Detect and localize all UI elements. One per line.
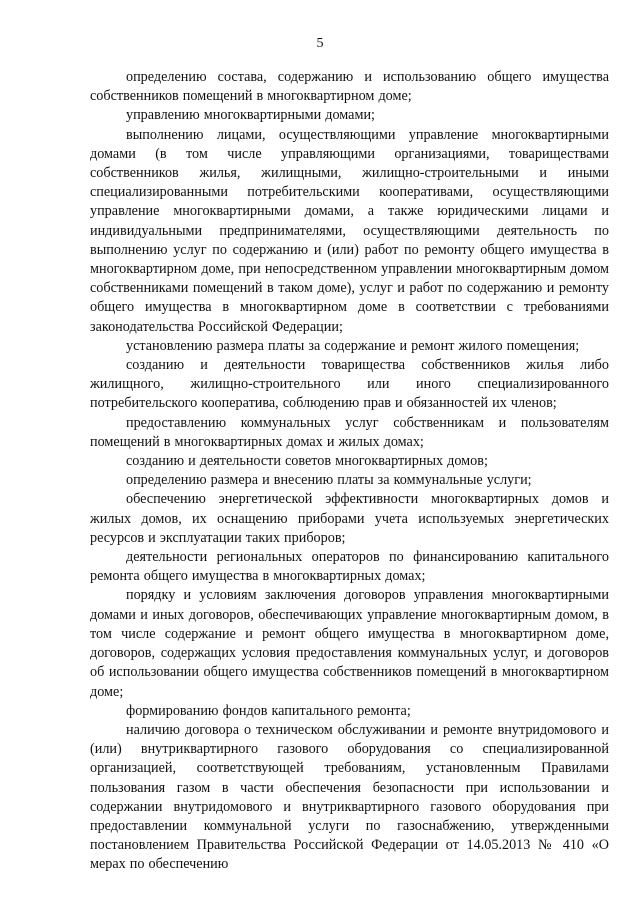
- paragraph: наличию договора о техническом обслуживании и ремонте внутридомового и (или) внутриквартирного газового оборудования со специализированной организацией, соответствующей требованиям, установленным Правилами пользования газом в части обеспечения безопасности при использовании и содержании внутридомового и внутриквартирного газового оборудования при предоставлении коммунальной услуги по газоснабжению, утвержденными постановлением Правительства Российской Федерации от 14.05.2013 № 410 «О мерах по обеспечению: [90, 721, 609, 873]
- page-number: 5: [316, 36, 324, 51]
- paragraph: созданию и деятельности советов многоквартирных домов;: [126, 453, 488, 470]
- paragraph: выполнению лицами, осуществляющими управление многоквартирными домами (в том числе управляющими организациями, товариществами собственников жилья, жилищными, жилищно-строительными и иными специализированными потребительскими кооперативами, осуществляющими управление многоквартирными домами, а также юридическими лицами и индивидуальными предпринимателями, осуществляющими деятельность по выполнению услуг по содержанию и (или) работ по ремонту общего имущества в многоквартирном доме, при непосредственном управлении многоквартирным домом собственниками помещений в таком доме), услуг и работ по содержанию и ремонту общего имущества в многоквартирном доме в соответствии с требованиями законодательства Российской Федерации;: [90, 126, 609, 335]
- paragraph: определению размера и внесению платы за коммунальные услуги;: [126, 472, 532, 489]
- paragraph: управлению многоквартирными домами;: [126, 107, 375, 124]
- paragraph: созданию и деятельности товарищества собственников жилья либо жилищного, жилищно-строительного или иного специализированного потребительского кооператива, соблюдению прав и обязанностей их членов;: [90, 357, 609, 412]
- paragraph: установлению размера платы за содержание и ремонт жилого помещения;: [126, 337, 580, 354]
- paragraph: деятельности региональных операторов по финансированию капитального ремонта общего имущества в многоквартирных домах;: [90, 549, 609, 585]
- paragraph: формированию фондов капитального ремонта;: [126, 702, 411, 719]
- document-body: [90, 68, 609, 875]
- paragraph: обеспечению энергетической эффективности многоквартирных домов и жилых домов, их оснащению приборами учета используемых энергетических ресурсов и эксплуатации таких приборов;: [90, 491, 609, 546]
- paragraph: предоставлению коммунальных услуг собственникам и пользователям помещений в многоквартирных домах и жилых домах;: [90, 414, 609, 450]
- paragraph: определению состава, содержанию и использованию общего имущества собственников помещений в многоквартирном доме;: [90, 69, 609, 105]
- paragraph: порядку и условиям заключения договоров управления многоквартирными домами и иных договоров, обеспечивающих управление многоквартирным домом, в том числе содержание и ремонт общего имущества в многоквартирном доме, договоров, содержащих условия предоставления коммунальных услуг, и договоров об использовании общего имущества собственников помещений в многоквартирном доме;: [90, 587, 609, 700]
